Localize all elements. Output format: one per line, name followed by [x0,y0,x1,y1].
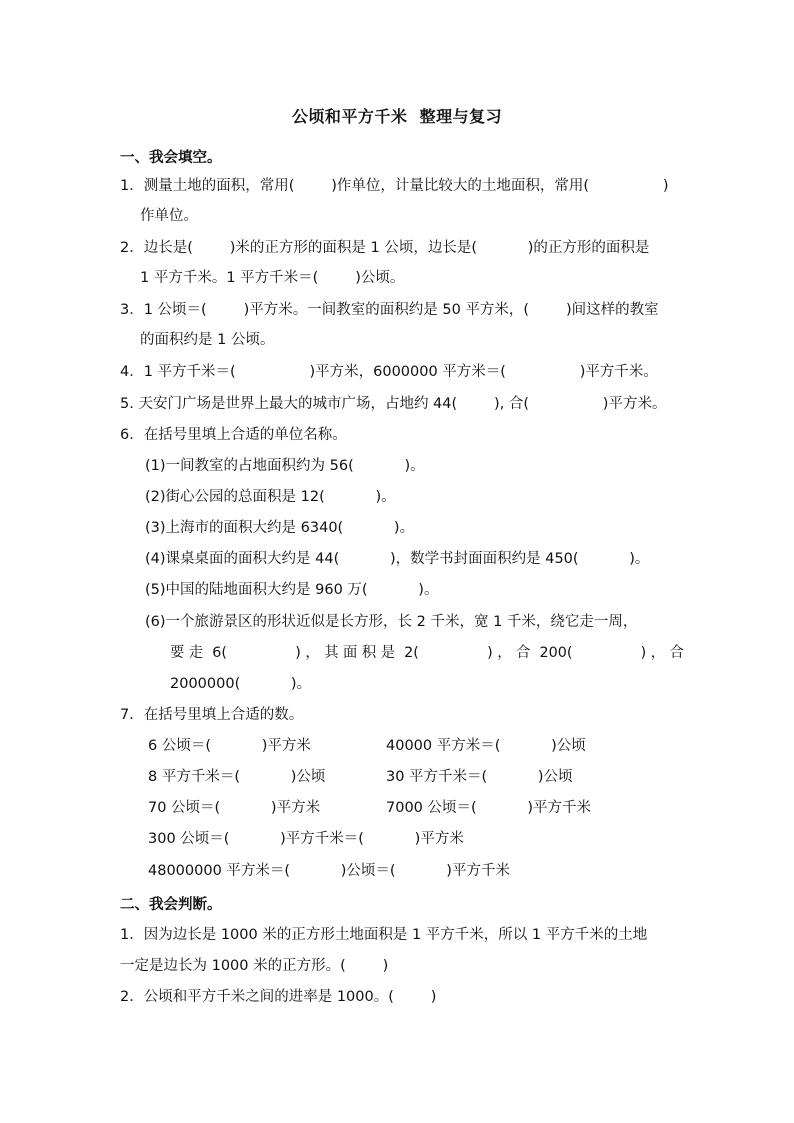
section-1-heading: 一、我会填空。 [120,150,222,166]
judge-q1-line2: 一定是边长为 1000 米的正方形。( ) [120,958,389,974]
judge-q1-line1: 1．因为边长是 1000 米的正方形土地面积是 1 平方千米，所以 1 平方千米的土地 [120,927,648,943]
q6-sub6-line1: (6)一个旅游景区的形状近似是长方形，长 2 千米，宽 1 千米，绕它走一周， [145,614,638,630]
q7-row4: 300 公顷＝( )平方千米＝( )平方米 [148,831,464,847]
q6-sub6-line2: 要 走 6( ) ， 其 面 积 是 2( ) ， 合 200( ) ， 合 [170,645,684,661]
q7-row5: 48000000 平方米＝( )公顷＝( )平方千米 [148,863,510,879]
q6-sub3: (3)上海市的面积大约是 6340( )。 [145,520,415,536]
q6-sub1: (1)一间教室的占地面积约为 56( )。 [145,458,425,474]
q5-line: 5. 天安门广场是世界上最大的城市广场，占地约 44( ), 合( )平方米。 [120,396,667,412]
page-title: 公顷和平方千米 整理与复习 [291,107,503,126]
q7-row3-col1: 70 公顷＝( )平方米 [148,800,321,816]
q3-line1: 3．1 公顷＝( )平方米。一间教室的面积约是 50 平方米，( )间这样的教室 [120,302,659,318]
q7-row2-col2: 30 平方千米＝( )公顷 [386,769,573,785]
section-2-heading: 二、我会判断。 [120,897,222,913]
q1-line1: 1．测量土地的面积，常用( )作单位，计量比较大的土地面积，常用( ) [120,178,669,194]
q6-sub2: (2)街心公园的总面积是 12( )。 [145,489,396,505]
q7-row1-col1: 6 公顷＝( )平方米 [148,738,311,754]
q2-line2: 1 平方千米。1 平方千米＝( )公顷。 [140,270,405,286]
q7-row2-col1: 8 平方千米＝( )公顷 [148,769,326,785]
q3-line2: 的面积约是 1 公顷。 [140,332,275,348]
q7-row3-col2: 7000 公顷＝( )平方千米 [386,800,592,816]
q1-line2: 作单位。 [140,208,198,224]
q6-sub5: (5)中国的陆地面积大约是 960 万( )。 [145,582,439,598]
q6-stem: 6．在括号里填上合适的单位名称。 [120,427,347,443]
q2-line1: 2．边长是( )米的正方形的面积是 1 公顷，边长是( )的正方形的面积是 [120,240,650,256]
q6-sub6-line3: 2000000( )。 [170,676,312,692]
q6-sub4: (4)课桌桌面的面积大约是 44( )，数学书封面面积约是 450( )。 [145,551,650,567]
q4-line: 4．1 平方千米＝( )平方米，6000000 平方米＝( )平方千米。 [120,364,658,380]
q7-row1-col2: 40000 平方米＝( )公顷 [386,738,586,754]
q7-stem: 7．在括号里填上合适的数。 [120,707,304,723]
judge-q2-line: 2．公顷和平方千米之间的进率是 1000。( ) [120,989,437,1005]
